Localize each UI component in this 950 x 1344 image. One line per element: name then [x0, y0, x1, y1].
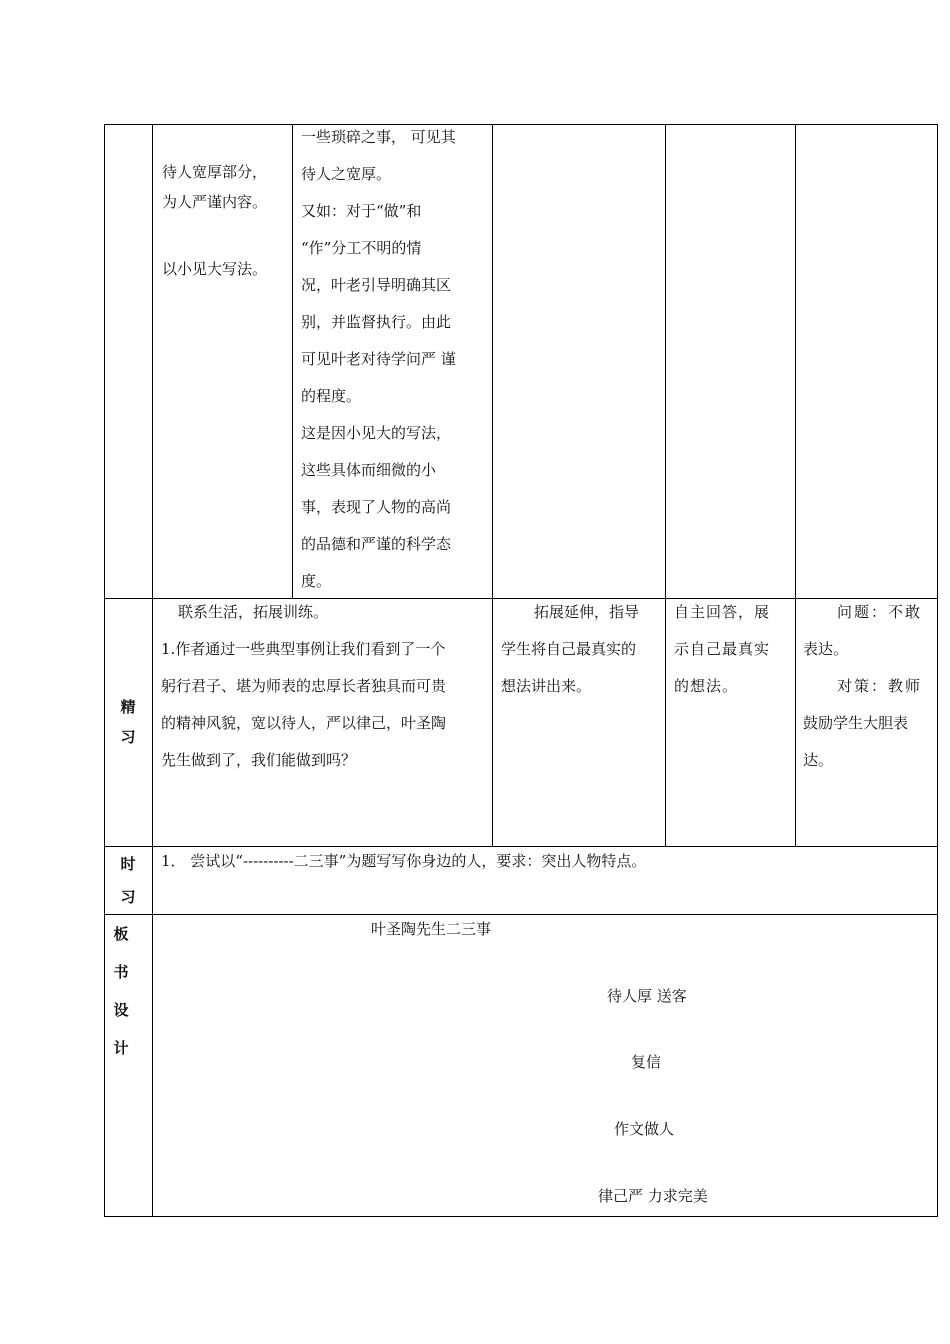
text-line: 想法讲出来。 — [501, 677, 592, 695]
shixi-label — [104, 848, 152, 914]
text-line: 表达。 — [803, 640, 849, 658]
row1-col2 — [162, 154, 290, 288]
board-line: 复信 — [631, 1053, 662, 1071]
text-line: 待人之宽厚。 — [301, 165, 392, 183]
text-line: 况，叶老引导明确其区 — [301, 276, 452, 294]
text-line: 可见叶老对待学问严 谨 — [301, 350, 456, 368]
text-line: 这些具体而细微的小 — [301, 461, 437, 479]
text-line: 示自己最真实 — [674, 640, 771, 658]
board-title: 叶圣陶先生二三事 — [371, 920, 492, 938]
text-line: 自主回答，展 — [674, 603, 771, 621]
jingxi-teacher — [501, 594, 663, 705]
text-line: 度。 — [301, 572, 332, 590]
text-line: 联系生活，拓展训练。 — [178, 603, 329, 621]
label-char: 计 — [113, 1039, 129, 1057]
jingxi-label — [104, 692, 152, 752]
text-line: 先生做到了，我们能做到吗？ — [161, 751, 357, 769]
board-line: 作文做人 — [614, 1120, 675, 1138]
text-line: 的想法。 — [674, 677, 739, 695]
row1-col3 — [301, 119, 489, 600]
text-line: 的程度。 — [301, 387, 362, 405]
label-char: 书 — [113, 963, 129, 981]
text-line: 学生将自己最真实的 — [501, 640, 637, 658]
text-line: 拓展延伸，指导 — [534, 603, 640, 621]
text-line: 别，并监督执行。由此 — [301, 313, 452, 331]
board-line: 律己严 力求完美 — [598, 1187, 708, 1205]
text-line — [162, 221, 290, 251]
shixi-content — [161, 850, 931, 872]
text-line: 问题：不敢 — [837, 603, 923, 621]
label-char: 习 — [120, 728, 136, 746]
jingxi-student — [674, 594, 792, 705]
text-line: 对策：教师 — [837, 677, 923, 695]
text-line: 一些琐碎之事， 可见其 — [301, 128, 456, 146]
label-char: 时 — [120, 855, 136, 873]
text-line: 待人宽厚部分， — [162, 163, 268, 181]
label-char: 精 — [120, 698, 136, 716]
text-line: 1． 尝试以“----------二三事”为题写写你身边的人，要求：突出人物特点。 — [161, 852, 647, 870]
banshu-label — [104, 915, 138, 1067]
text-line: 的精神风貌，宽以待人，严以律己，叶圣陶 — [161, 714, 447, 732]
text-line: 又如：对于“做”和 — [301, 202, 422, 220]
jingxi-issue — [803, 594, 933, 779]
text-line: “作”分工不明的情 — [301, 239, 422, 257]
text-line: 1.作者通过一些典型事例让我们看到了一个 — [161, 640, 446, 658]
text-line: 这是因小见大的写法， — [301, 424, 452, 442]
label-char: 板 — [113, 925, 129, 943]
text-line: 事，表现了人物的高尚 — [301, 498, 452, 516]
text-line: 以小见大写法。 — [162, 260, 268, 278]
label-char: 习 — [120, 888, 136, 906]
text-line: 躬行君子、堪为师表的忠厚长者独具而可贵 — [161, 677, 447, 695]
board-line: 待人厚 送客 — [607, 987, 687, 1005]
text-line: 为人严谨内容。 — [162, 193, 268, 211]
text-line: 达。 — [803, 751, 834, 769]
text-line: 的品德和严谨的科学态 — [301, 535, 452, 553]
jingxi-content — [161, 594, 491, 779]
label-char: 设 — [113, 1001, 129, 1019]
text-line: 鼓励学生大胆表 — [803, 714, 909, 732]
